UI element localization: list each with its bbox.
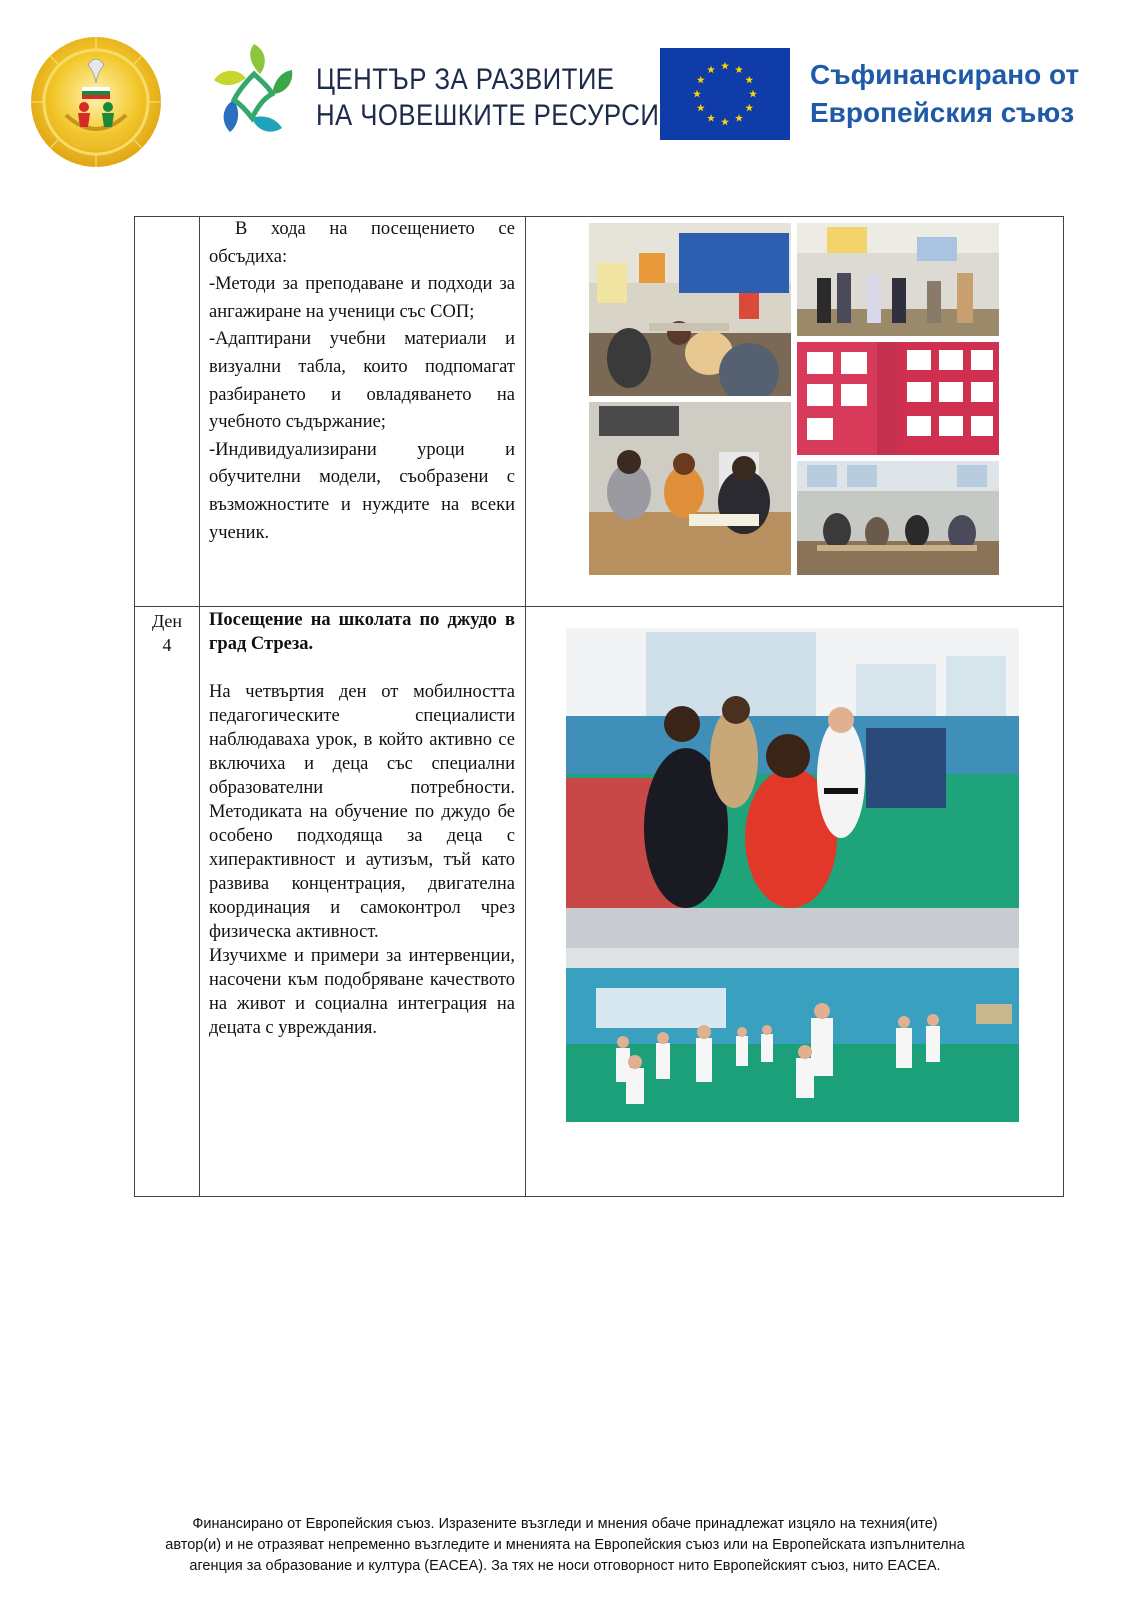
footer-line: Финансирано от Европейския съюз. Изразените възгледи и мнения обаче принадлежат изцяло на техния(ите) (192, 1516, 938, 1532)
eu-star-icon (749, 90, 757, 98)
eu-star-icon (693, 90, 701, 98)
visual-boards-photo (797, 342, 999, 455)
eu-flag-icon (660, 48, 790, 140)
classroom-discussion-photo (589, 223, 791, 396)
row2-paragraph: На четвъртия ден от мобилността педагогическите специалисти наблюдаваха урок, в който активно се включиха и деца със специални образователни потребности. Методиката на обучение по джудо бе особено подходяща за деца с хиперактивност и аутизъм, тъй като развива концентрация, двигателна координация и самоконтрол чрез физическа активност. (209, 682, 515, 942)
eu-star-icon (735, 66, 743, 74)
eu-star-icon (721, 62, 729, 70)
page-header (0, 0, 1130, 180)
eu-star-icon (745, 104, 753, 112)
row2-heading: Посещение на школата по джудо в град Стреза. (209, 610, 515, 654)
teachers-reviewing-materials-photo (589, 402, 791, 575)
hrd-center-logo-icon (208, 40, 300, 144)
eu-star-icon (707, 66, 715, 74)
day-label-number: 4 (162, 635, 172, 655)
row2-paragraph: Изучихме и примери за интервенции, насочени към подобряване качеството на живот и социална интеграция на децата с увреждания. (209, 946, 515, 1038)
table-column-divider (199, 217, 200, 1196)
eu-star-icon (735, 114, 743, 122)
row1-paragraph: В хода на посещението се обсъдиха: (209, 219, 515, 267)
day-label-word: Ден (151, 611, 183, 631)
eu-disclaimer-footer (120, 1514, 1010, 1577)
hrd-center-name-line-2: НА ЧОВЕШКИТЕ РЕСУРСИ (316, 99, 660, 132)
table-row-divider (135, 606, 1063, 607)
judo-training-photo (566, 908, 1019, 1122)
hrd-center-name-line-1: ЦЕНТЪР ЗА РАЗВИТИЕ (316, 63, 615, 96)
classroom-tables-photo (797, 461, 999, 575)
hrd-center-name (316, 62, 659, 134)
footer-line: агенция за образование и култура (EACEA). За тях не носи отговорност нито Европейският съюз, нито EACEA. (189, 1558, 941, 1574)
eu-cofunded-text (810, 56, 1079, 132)
row1-paragraph: -Адаптирани учебни материали и визуални табла, които подпомагат разбирането и овладяването на учебното съдържание; (209, 329, 515, 433)
row2-text-cell (209, 608, 515, 1040)
footer-line: автор(и) и не отразяват непременно възгледите и мненията на Европейския съюз или на Европейската изпълнителна (165, 1537, 965, 1553)
row1-text-cell (209, 216, 515, 547)
eu-star-icon (697, 76, 705, 84)
teachers-group-photo (797, 223, 999, 336)
eu-star-icon (697, 104, 705, 112)
eu-star-icon (721, 118, 729, 126)
row1-paragraph: -Индивидуализирани уроци и обучителни модели, съобразени с възможностите и нуждите на всеки ученик. (209, 439, 515, 543)
eu-star-icon (707, 114, 715, 122)
eu-cofunded-line-1: Съфинансирано от (810, 59, 1080, 90)
eu-star-icon (745, 76, 753, 84)
row1-paragraph: -Методи за преподаване и подходи за ангажиране на ученици със СОП; (209, 274, 515, 322)
day-label (136, 609, 198, 657)
eu-cofunded-line-2: Европейския съюз (810, 97, 1075, 128)
judo-dojo-visit-photo (566, 628, 1019, 908)
table-column-divider (525, 217, 526, 1196)
school-seal-logo (28, 35, 164, 169)
